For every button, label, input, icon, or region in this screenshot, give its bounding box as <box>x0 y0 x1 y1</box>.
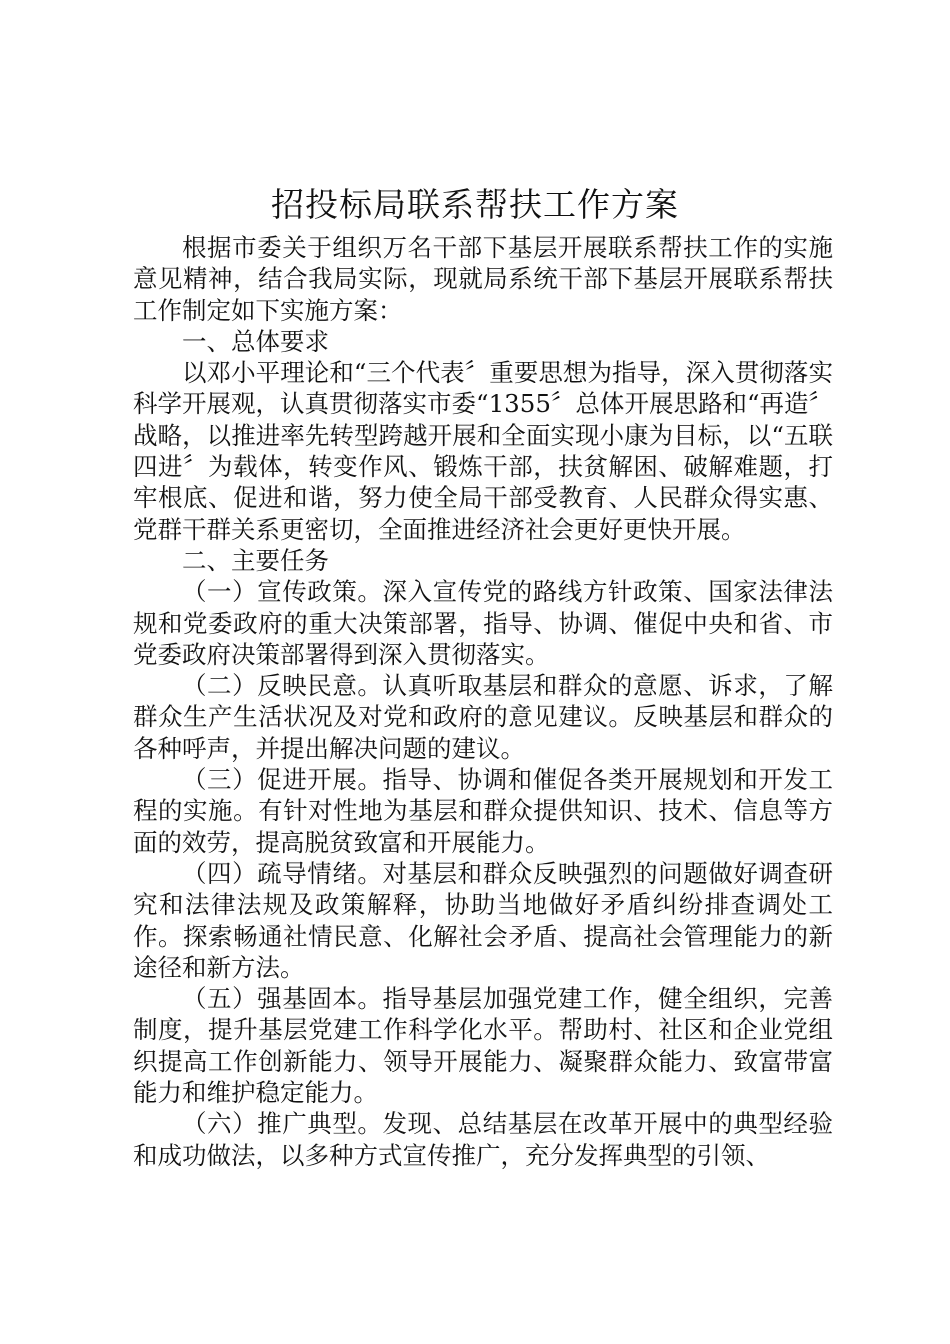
task-paragraph-5: （五）强基固本。指导基层加强党建工作，健全组织，完善制度，提升基层党建工作科学化水平。帮助村、社区和企业党组织提高工作创新能力、领导开展能力、凝聚群众能力、致富带富能力和维护稳定能力。 <box>133 984 833 1108</box>
general-requirements-paragraph: 以邓小平理论和“三个代表〞重要思想为指导，深入贯彻落实科学开展观，认真贯彻落实市委“1355〞总体开展思路和“再造〞战略，以推进率先转型跨越开展和全面实现小康为目标，以“五联四进〞为载体，转变作风、锻炼干部，扶贫解困、破解难题，打牢根底、促进和谐，努力使全局干部受教育、人民群众得实惠、党群干群关系更密切，全面推进经济社会更好更快开展。 <box>133 358 833 544</box>
task-paragraph-6: （六）推广典型。发现、总结基层在改革开展中的典型经验和成功做法，以多种方式宣传推广，充分发挥典型的引领、 <box>133 1109 833 1170</box>
task-paragraph-1: （一）宣传政策。深入宣传党的路线方针政策、国家法律法规和党委政府的重大决策部署，指导、协调、催促中央和省、市党委政府决策部署得到深入贯彻落实。 <box>133 577 833 669</box>
section-heading-general: 一、总体要求 <box>182 326 329 356</box>
document-title: 招投标局联系帮扶工作方案 <box>271 185 679 224</box>
document-body <box>133 232 833 1171</box>
task-paragraph-3: （三）促进开展。指导、协调和催促各类开展规划和开发工程的实施。有针对性地为基层和群众提供知识、技术、信息等方面的效劳，提高脱贫致富和开展能力。 <box>133 765 833 857</box>
task-paragraph-4: （四）疏导情绪。对基层和群众反映强烈的问题做好调查研究和法律法规及政策解释，协助当地做好矛盾纠纷排查调处工作。探索畅通社情民意、化解社会矛盾、提高社会管理能力的新途径和新方法。 <box>133 858 833 982</box>
intro-paragraph: 根据市委关于组织万名干部下基层开展联系帮扶工作的实施意见精神，结合我局实际，现就局系统干部下基层开展联系帮扶工作制定如下实施方案： <box>133 233 833 325</box>
task-paragraph-2: （二）反映民意。认真听取基层和群众的意愿、诉求，了解群众生产生活状况及对党和政府的意见建议。反映基层和群众的各种呼声，并提出解决问题的建议。 <box>133 671 833 763</box>
section-heading-tasks: 二、主要任务 <box>182 545 329 575</box>
